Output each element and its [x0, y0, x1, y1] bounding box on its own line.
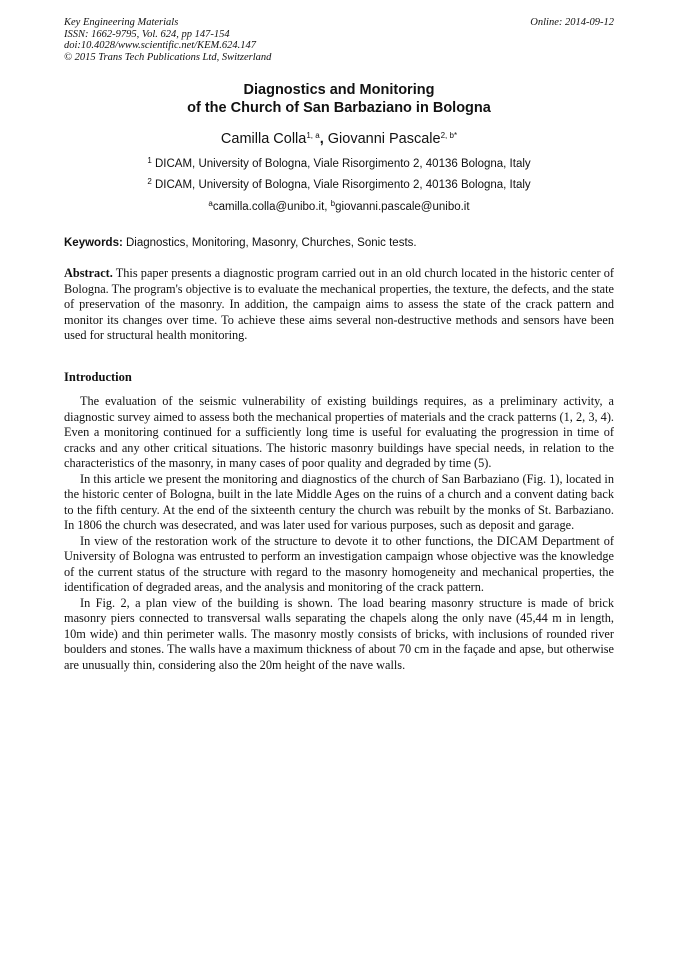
- author-2: Giovanni Pascale: [327, 131, 441, 147]
- affiliation-2: [64, 178, 614, 192]
- author-1-affiliation: 1, a: [306, 131, 320, 140]
- email-a-link[interactable]: camilla.colla@unibo.it,: [212, 201, 328, 213]
- keywords: [64, 236, 614, 250]
- journal-issn: ISSN: 1662-9795, Vol. 624, pp 147-154: [64, 28, 230, 40]
- keywords-text: Diagnostics, Monitoring, Masonry, Churches, Sonic tests.: [122, 237, 417, 249]
- author-emails: [64, 200, 614, 214]
- email-a-sup: a: [208, 199, 213, 208]
- affiliation-1-sup: 1: [147, 156, 152, 165]
- email-b-sup: b: [330, 199, 336, 208]
- email-b-link[interactable]: giovanni.pascale@unibo.it: [335, 201, 470, 213]
- author-list: [64, 129, 614, 149]
- journal-header: [64, 17, 271, 63]
- abstract-label: Abstract.: [64, 266, 113, 280]
- abstract-text: This paper presents a diagnostic program carried out in an old church located in the historic center of Bologna. The program's objective is to evaluate the mechanical properties, the texture, the defects, and the state of preservation of the masonry. In addition, the campaign aims to assess the state of the crack pattern and monitor its changes over time. To achieve these aims several non-destructive methods and sensors have been used for structural health monitoring.: [64, 266, 614, 342]
- keywords-label: Keywords:: [64, 237, 123, 249]
- section-heading-introduction: Introduction: [64, 370, 132, 384]
- affiliation-2-sup: 2: [147, 177, 152, 186]
- affiliation-1: [64, 157, 614, 171]
- journal-copyright: © 2015 Trans Tech Publications Ltd, Switzerland: [64, 51, 272, 63]
- affiliation-1-text: DICAM, University of Bologna, Viale Risorgimento 2, 40136 Bologna, Italy: [155, 158, 531, 170]
- paper-title-line1: Diagnostics and Monitoring: [243, 82, 435, 98]
- intro-paragraph: In view of the restoration work of the structure to devote it to other functions, the DICAM Department of University of Bologna was entrusted to perform an investigation campaign whose objective was the knowledge of the current status of the structure with regard to the masonry homogeneity and mechanical properties, the identification of degraded areas, and the analysis and monitoring of the crack pattern.: [64, 533, 614, 594]
- author-separator: ,: [319, 131, 324, 147]
- abstract: [64, 266, 614, 344]
- paper-title: [64, 81, 614, 117]
- journal-doi: doi:10.4028/www.scientific.net/KEM.624.147: [64, 40, 256, 51]
- author-2-affiliation: 2, b*: [440, 131, 458, 140]
- intro-paragraph: The evaluation of the seismic vulnerability of existing buildings requires, as a preliminary activity, a diagnostic survey aimed to assess both the mechanical properties of materials and the crack patterns (1, 2, 3, 4). Even a monitoring continued for a sufficiently long time is useful for evaluating the progression in time of cracks and any other critical situations. The historic masonry buildings have special needs, in relation to the characteristics of the masonry, in many cases of poor quality and degraded by time (5).: [64, 394, 614, 470]
- journal-name: Key Engineering Materials: [64, 17, 179, 28]
- intro-paragraph: In this article we present the monitoring and diagnostics of the church of San Barbaziano (Fig. 1), located in the historic center of Bologna, built in the late Middle Ages on the ruins of a church and a convent dating back to the fifth century. At the end of the sixteenth century the church was rebuilt by the monks of St. Barbaziano. In 1806 the church was desecrated, and was later used for various purposes, such as deposit and garage.: [64, 471, 614, 532]
- paper-title-line2: of the Church of San Barbaziano in Bologna: [187, 100, 491, 116]
- intro-paragraph: In Fig. 2, a plan view of the building is shown. The load bearing masonry structure is made of brick masonry piers connected to transversal walls separating the chapels along the only nave (45,44 m in length, 10m wide) and thin perimeter walls. The masonry mostly consists of bricks, with inclusions of rounded river boulders and stones. The walls have a maximum thickness of about 70 cm in the façade and apse, but otherwise are unusually thin, considering also the 20m height of the nave walls.: [64, 595, 614, 672]
- online-date: Online: 2014-09-12: [530, 17, 614, 28]
- introduction-body: [64, 394, 614, 673]
- author-1: Camilla Colla: [220, 131, 307, 147]
- affiliation-2-text: DICAM, University of Bologna, Viale Risorgimento 2, 40136 Bologna, Italy: [155, 179, 531, 191]
